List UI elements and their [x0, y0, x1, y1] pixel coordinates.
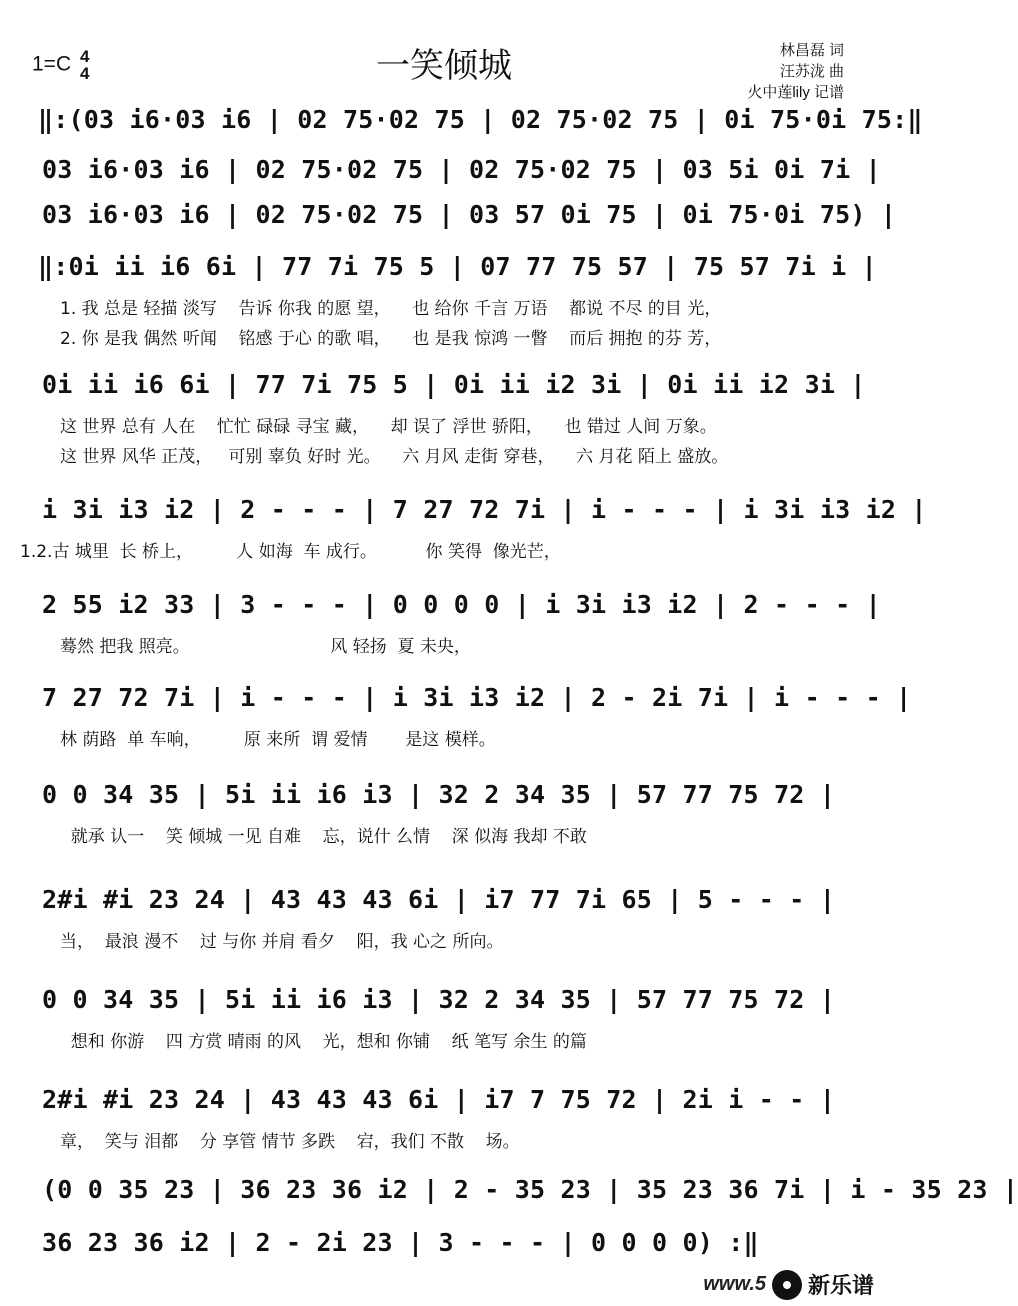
notation-row: 03 i6·03 i6 | 02 75·02 75 | 02 75·02 75 | 03 5i 0i 7i | — [42, 155, 881, 184]
notation-row: 2#i #i 23 24 | 43 43 43 6i | i7 7 75 72 | 2i i - - | — [42, 1085, 836, 1114]
notation-row: ‖:(03 i6·03 i6 | 02 75·02 75 | 02 75·02 75 | 0i 75·0i 75:‖ — [38, 105, 923, 134]
credits — [747, 40, 844, 103]
lyric-line: 这 世界 风华 正茂， 可别 辜负 好时 光。 六 月风 走街 穿巷， 六 月花 陌上 盛放。 — [60, 447, 729, 467]
song-title: 一笑倾城 — [376, 46, 512, 86]
notation-row: 0 0 34 35 | 5i ii i6 i3 | 32 2 34 35 | 57 77 75 72 | — [42, 985, 836, 1014]
notation-row: (0 0 35 23 | 36 23 36 i2 | 2 - 35 23 | 35 23 36 7i | i - 35 23 | — [42, 1175, 1018, 1204]
watermark-site-name: 新乐谱 — [807, 1274, 874, 1299]
time-signature — [80, 48, 89, 82]
time-signature-bottom: 4 — [79, 64, 90, 83]
lyric-line: 林 荫路 单 车响， 原 来所 谓 爱情 是这 模样。 — [60, 730, 496, 750]
watermark — [703, 1269, 874, 1300]
lyric-line: 当， 最浪 漫不 过 与你 并肩 看夕 阳，我 心之 所向。 — [60, 932, 504, 952]
lyric-line: 章， 笑与 泪都 分 享管 情节 多跌 宕，我们 不散 场。 — [60, 1132, 520, 1152]
lyric-line: 1. 我 总是 轻描 淡写 告诉 你我 的愿 望， 也 给你 千言 万语 都说 不尽 的目 光， — [60, 299, 722, 319]
notation-row: i 3i i3 i2 | 2 - - - | 7 27 72 7i | i - - - | i 3i i3 i2 | — [42, 495, 927, 524]
notation-row: 0 0 34 35 | 5i ii i6 i3 | 32 2 34 35 | 57 77 75 72 | — [42, 780, 836, 809]
music-disc-icon — [772, 1270, 802, 1300]
key-signature — [32, 48, 89, 82]
notation-row: 36 23 36 i2 | 2 - 2i 23 | 3 - - - | 0 0 0 0) :‖ — [42, 1228, 759, 1257]
notation-row: 0i ii i6 6i | 77 7i 75 5 | 0i ii i2 3i | 0i ii i2 3i | — [42, 370, 866, 399]
notation-row: 2#i #i 23 24 | 43 43 43 6i | i7 77 7i 65 | 5 - - - | — [42, 885, 836, 914]
time-signature-top: 4 — [79, 47, 90, 66]
lyric-line: 就承 认一 笑 倾城 一见 自难 忘，说什 么情 深 似海 我却 不敢 — [60, 827, 587, 847]
key-label: 1=C — [32, 52, 72, 76]
notation-row: 7 27 72 7i | i - - - | i 3i i3 i2 | 2 - 2i 7i | i - - - | — [42, 683, 912, 712]
notation-row: ‖:0i ii i6 6i | 77 7i 75 5 | 07 77 75 57 | 75 57 7i i | — [38, 252, 877, 281]
watermark-url: www.5 — [703, 1273, 766, 1295]
lyric-line: 想和 你游 四 方赏 晴雨 的风 光，想和 你铺 纸 笔写 余生 的篇 — [60, 1032, 587, 1052]
lyric-line: 1.2.古 城里 长 桥上， 人 如海 车 成行。 你 笑得 像光芒， — [20, 542, 561, 562]
lyric-line: 蓦然 把我 照亮。 风 轻扬 夏 未央， — [60, 637, 471, 657]
transcriber-credit: 火中莲lily 记谱 — [747, 84, 844, 101]
lyric-line: 这 世界 总有 人在 忙忙 碌碌 寻宝 藏， 却 误了 浮世 骄阳， 也 错过 人间 万象。 — [60, 417, 717, 437]
notation-row: 2 55 i2 33 | 3 - - - | 0 0 0 0 | i 3i i3 i2 | 2 - - - | — [42, 590, 881, 619]
lyric-line: 2. 你 是我 偶然 听闻 铭感 于心 的歌 唱， 也 是我 惊鸿 一瞥 而后 拥抱 的芬 芳， — [60, 329, 722, 349]
notation-row: 03 i6·03 i6 | 02 75·02 75 | 03 57 0i 75 | 0i 75·0i 75) | — [42, 200, 897, 229]
lyricist-credit: 林昌磊 词 — [779, 42, 844, 59]
composer-credit: 汪苏泷 曲 — [779, 63, 844, 80]
